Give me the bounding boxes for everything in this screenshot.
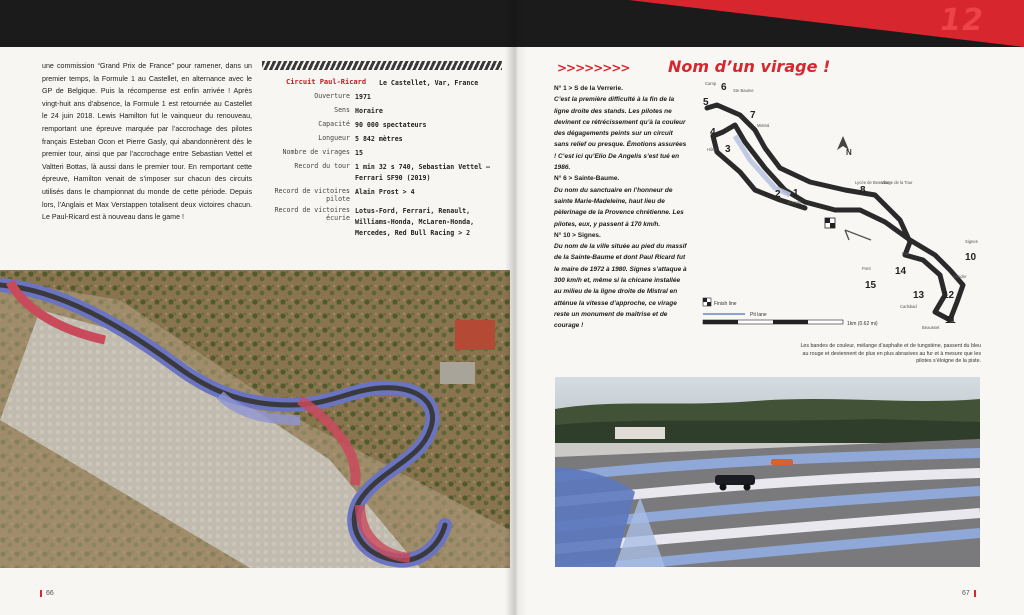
turn-label: 3 [725, 144, 731, 155]
corner-name: Verrerie [787, 200, 802, 205]
turn-item [554, 230, 689, 332]
turn-label: 10 [965, 252, 977, 263]
body-paragraph: une commission “Grand Prix de France” pour ramener, dans un premier temps, la Formule 1 au Castellet, en alternance avec le GP de Belgique. Puis la récompense est enfin arrivée ! Après vingt-huit ans d’absence, la Formule 1 est retournée au Castellet le 24 juin 2018. Lewis Hamilton fut le vainqueur du renouveau, remportant une épreuve marquée par l’accrochage des pilotes français Esteban Ocon et Pierre Gasly, qui abandonnèrent dès le premier tour, ainsi que par l’accrochage entre Sebastian Vettel et Valtteri Bottas, là aussi dans le premier tour. En remportant cette épreuve, Hamilton venait de s’imposer sur chacun des circuits utilisés dans le championnat du monde de cette période. Depuis lors, l’Anglais et Max Verstappen totalisent deux victoires chacun. Le Paul-Ricard est à nouveau dans le game ! [42, 62, 252, 222]
spec-label: Longueur [318, 134, 350, 142]
spec-label: Record de victoires pilote [274, 187, 350, 203]
scale-label: 1km (0.62 mi) [847, 321, 878, 327]
spec-label: Nombre de virages [282, 148, 350, 156]
corner-name: Camp [705, 81, 717, 86]
page-number-left: 66 [40, 590, 54, 597]
turn-item [554, 83, 689, 173]
turn-label: 4 [710, 127, 716, 138]
spec-value: 90 000 spectateurs [355, 121, 427, 129]
spec-row [262, 148, 502, 159]
corner-name: Pont [862, 266, 871, 271]
spec-row [262, 106, 502, 117]
turn-label: 6 [721, 82, 727, 93]
heading-arrows: >>>>>>>> [557, 61, 630, 75]
corner-name: Lac [902, 251, 909, 256]
spec-row [262, 187, 502, 203]
circuit-name: Circuit Paul-Ricard [286, 78, 367, 86]
finish-line-label: Finish line [714, 301, 737, 307]
turn-descriptions [554, 83, 689, 332]
body-text [42, 60, 252, 224]
spec-row [262, 120, 502, 131]
north-label: N [846, 148, 852, 157]
spec-label: Record du tour [294, 162, 350, 170]
turn-label: 8 [860, 185, 866, 196]
page-number-right: 67 [962, 590, 976, 597]
spec-row [262, 92, 502, 103]
turn-item [554, 173, 689, 229]
turn-label: 11 [945, 315, 956, 326]
turn-text: Du nom du sanctuaire en l’honneur de sainte Marie-Madeleine, haut lieu de pèlerinage de la Provence chrétienne. Les pilotes, eux, y passent à 170 km/h. [554, 186, 684, 228]
top-bar [0, 0, 1024, 47]
circuit-map [695, 80, 985, 335]
spec-value: Horaire [355, 107, 383, 115]
corner-name: Virage de la Tour [881, 180, 913, 185]
turn-label: 14 [895, 266, 907, 277]
turn-text: Du nom de la ville située au pied du massif de la Sainte-Baume et dont Paul Ricard fut le maire de 1972 à 1980. Signes s’attaque à 300 km/h et, même si la chicane installée au milieu de la ligne droite de Mistral en atténue la vitesse d’approche, ce virage reste un monument de maîtrise et de courage ! [554, 243, 687, 330]
map-legend [703, 298, 878, 327]
race-car [771, 459, 793, 465]
corner-name: Signes [965, 239, 978, 244]
turn-label: 7 [750, 110, 756, 121]
track-photo [555, 377, 980, 567]
decorative-stripes [262, 61, 502, 70]
circuit-specs [262, 78, 502, 242]
spec-value: 1 min 32 s 740, Sebastian Vettel – Ferrari SF90 (2019) [355, 163, 490, 182]
spec-label: Record de victoires écurie [274, 206, 350, 222]
turn-title: N° 6 > Sainte-Baume. [554, 175, 620, 183]
spec-value: Alain Prost > 4 [355, 188, 415, 196]
aerial-circuit-photo [0, 270, 510, 568]
turn-label: 12 [943, 290, 955, 301]
chapter-number: 12 [940, 3, 984, 38]
turn-title: N° 10 > Signes. [554, 231, 601, 239]
corner-name: Beausset [922, 325, 940, 330]
spec-label: Ouverture [314, 92, 350, 100]
turn-label: 13 [913, 290, 925, 301]
corner-name: Lycée de Beaudan [855, 180, 890, 185]
spec-label: Capacité [318, 120, 350, 128]
spec-header [262, 78, 502, 89]
turn-label: 5 [703, 97, 709, 108]
corner-name: Hôtel [707, 147, 717, 152]
spec-row [262, 134, 502, 145]
corner-name: Mistral [757, 123, 770, 128]
corner-name: Carlsbad [900, 304, 917, 309]
turn-text: C’est la première difficulté à la fin de la ligne droite des stands. Les pilotes ne devinent ce rétrécissement qu’à la couleur des dégagements peints sur un circuit sans relief ou presque. Émotions assurées ! C’est ici qu’Elio De Angelis s’est tué en 1986. [554, 96, 687, 172]
spec-row [262, 162, 502, 184]
turn-label: 15 [865, 280, 877, 291]
section-heading: Nom d’un virage ! [668, 57, 831, 76]
circuit-location: Le Castellet, Var, France [379, 79, 479, 87]
checkered-flag-icon [825, 218, 835, 228]
spec-value: 5 842 mètres [355, 135, 403, 143]
spec-label: Sens [334, 106, 350, 114]
turn-label: 2 [775, 189, 781, 200]
spec-value: 15 [355, 149, 363, 157]
spec-value: 1971 [355, 93, 371, 101]
spec-row [262, 206, 502, 239]
pit-lane-label: Pit lane [750, 312, 767, 318]
spec-value: Lotus-Ford, Ferrari, Renault, Williams-Honda, McLaren-Honda, Mercedes, Red Bull Racing > 2 [355, 207, 475, 237]
turn-title: N° 1 > S de la Verrerie. [554, 85, 623, 92]
turn-label: 1 [793, 188, 799, 199]
corner-name: Ste Baume [733, 88, 754, 93]
photo-caption: Les bandes de couleur, mélange d’asphalte et de tungstène, passent du bleu au rouge et deviennent de plus en plus abrasives au fur et à mesure que les pilotes s’éloigne de la piste. [800, 343, 981, 365]
corner-name: Bendor [953, 274, 967, 279]
